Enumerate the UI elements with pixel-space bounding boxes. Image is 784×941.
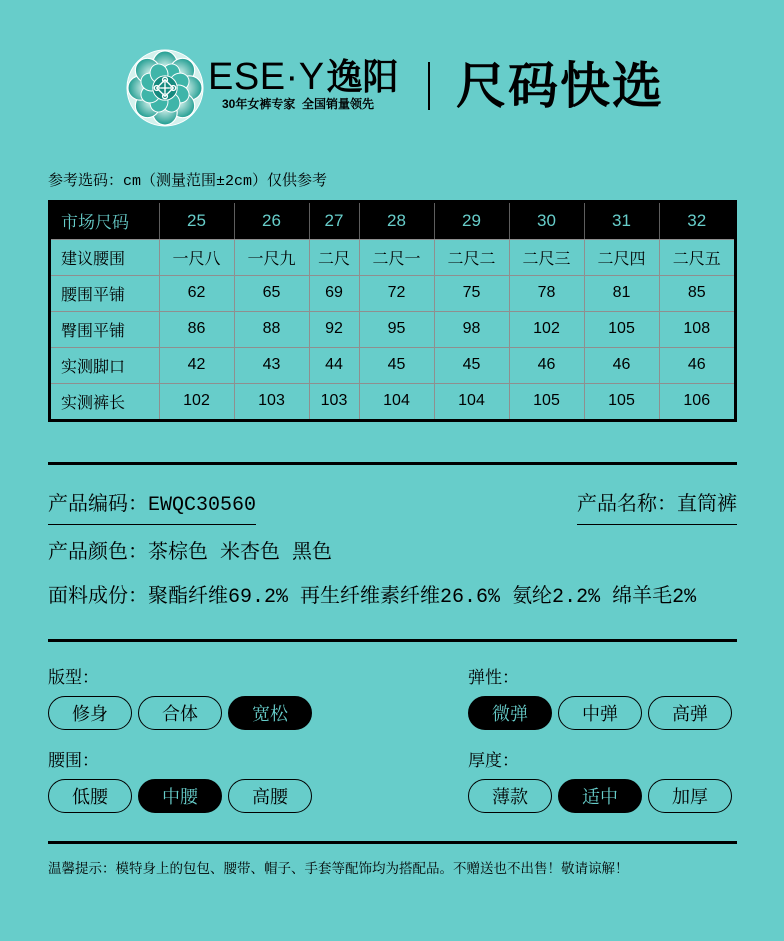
table-cell: 105	[509, 383, 584, 419]
section-divider	[48, 462, 737, 465]
table-row-label: 实测裤长	[51, 383, 159, 419]
fabric-component: 绵羊毛2%	[612, 586, 697, 609]
section-divider	[48, 639, 737, 642]
size-chart	[48, 200, 737, 422]
attribute-thickness	[468, 751, 732, 813]
fit-option-pill: 合体	[138, 696, 222, 730]
table-cell: 二尺三	[509, 239, 584, 275]
table-cell: 43	[234, 347, 309, 383]
table-row-label: 腰围平铺	[51, 275, 159, 311]
brand-name-chinese: 逸阳	[326, 56, 399, 97]
product-attributes	[48, 660, 737, 830]
waist-option-pill: 中腰	[138, 779, 222, 813]
table-cell: 85	[659, 275, 734, 311]
thickness-option-pill: 适中	[558, 779, 642, 813]
section-divider	[48, 841, 737, 844]
table-cell: 65	[234, 275, 309, 311]
table-cell: 104	[434, 383, 509, 419]
page-title: 尺码快选	[456, 58, 664, 114]
attribute-options	[468, 779, 732, 813]
waist-option-pill: 高腰	[228, 779, 312, 813]
table-cell: 102	[509, 311, 584, 347]
table-head	[51, 203, 734, 239]
product-color: 茶棕色	[148, 542, 208, 565]
product-code-label: 产品编码：	[48, 494, 148, 517]
table-cell: 92	[309, 311, 359, 347]
fabric-component: 再生纤维素纤维26.6%	[300, 586, 501, 609]
stretch-option-pill: 微弹	[468, 696, 552, 730]
reference-note: 参考选码：cm（测量范围±2cm）仅供参考	[48, 173, 328, 190]
table-header-cell: 28	[359, 203, 434, 239]
attribute-stretch	[468, 668, 732, 730]
product-info	[48, 480, 737, 620]
table-header-cell: 30	[509, 203, 584, 239]
waist-option-pill: 低腰	[48, 779, 132, 813]
table-cell: 86	[159, 311, 234, 347]
table-cell: 二尺一	[359, 239, 434, 275]
product-code-row	[48, 494, 256, 525]
table-cell: 78	[509, 275, 584, 311]
product-name-underlined	[577, 494, 737, 525]
table-cell: 二尺	[309, 239, 359, 275]
table-cell: 95	[359, 311, 434, 347]
table-cell: 106	[659, 383, 734, 419]
table-cell: 44	[309, 347, 359, 383]
table-cell: 二尺四	[584, 239, 659, 275]
product-code-underlined	[48, 494, 256, 525]
brand-name-latin: ESE·Y	[208, 56, 325, 98]
table-cell: 103	[234, 383, 309, 419]
disclaimer-notice: 温馨提示：模特身上的包包、腰带、帽子、手套等配饰均为搭配品。不赠送也不出售！敬请谅解！	[48, 863, 629, 878]
table-cell: 105	[584, 311, 659, 347]
table-cell: 108	[659, 311, 734, 347]
fit-option-pill: 修身	[48, 696, 132, 730]
table-cell: 42	[159, 347, 234, 383]
table-cell: 98	[434, 311, 509, 347]
table-row-label: 臀围平铺	[51, 311, 159, 347]
attribute-label: 厚度：	[468, 751, 519, 770]
product-color: 黑色	[292, 542, 333, 565]
table-header-cell: 市场尺码	[51, 203, 159, 239]
brand-logo	[126, 49, 204, 127]
table-cell: 69	[309, 275, 359, 311]
attribute-label: 腰围：	[48, 751, 99, 770]
product-color: 米杏色	[220, 542, 281, 565]
attribute-fit	[48, 668, 312, 730]
table-cell: 46	[659, 347, 734, 383]
product-name-label: 产品名称：	[577, 494, 677, 517]
table-cell: 75	[434, 275, 509, 311]
thickness-option-pill: 薄款	[468, 779, 552, 813]
stretch-option-pill: 中弹	[558, 696, 642, 730]
table-body	[51, 239, 734, 419]
brand-name	[208, 55, 399, 99]
table-header-cell: 25	[159, 203, 234, 239]
table-cell: 二尺五	[659, 239, 734, 275]
table-header-cell: 27	[309, 203, 359, 239]
table-cell: 46	[584, 347, 659, 383]
product-code-value: EWQC30560	[148, 494, 257, 517]
table-row-label: 实测脚口	[51, 347, 159, 383]
table-cell: 102	[159, 383, 234, 419]
attribute-options	[468, 696, 732, 730]
table-cell: 88	[234, 311, 309, 347]
table-cell: 一尺九	[234, 239, 309, 275]
attribute-options	[48, 696, 312, 730]
thickness-option-pill: 加厚	[648, 779, 732, 813]
fabric-component: 聚酯纤维69.2%	[148, 586, 289, 609]
table-header-cell: 31	[584, 203, 659, 239]
table-cell: 104	[359, 383, 434, 419]
product-fabric-label: 面料成份：	[48, 586, 148, 609]
size-table	[51, 203, 734, 419]
product-colors-row	[48, 542, 332, 566]
table-cell: 二尺二	[434, 239, 509, 275]
product-colors-label: 产品颜色：	[48, 542, 148, 565]
table-cell: 46	[509, 347, 584, 383]
attribute-waist	[48, 751, 312, 813]
table-row	[51, 275, 734, 311]
table-row	[51, 311, 734, 347]
table-cell: 一尺八	[159, 239, 234, 275]
table-row	[51, 347, 734, 383]
table-header-cell: 29	[434, 203, 509, 239]
table-cell: 103	[309, 383, 359, 419]
table-cell: 81	[584, 275, 659, 311]
brand-header	[0, 40, 784, 140]
flower-knot-logo-icon	[126, 49, 204, 127]
table-cell: 62	[159, 275, 234, 311]
table-cell: 105	[584, 383, 659, 419]
stretch-option-pill: 高弹	[648, 696, 732, 730]
fabric-component: 氨纶2.2%	[512, 586, 601, 609]
table-header-cell: 26	[234, 203, 309, 239]
table-header-row	[51, 203, 734, 239]
fit-option-pill: 宽松	[228, 696, 312, 730]
table-cell: 72	[359, 275, 434, 311]
table-row	[51, 239, 734, 275]
product-fabric-row	[48, 586, 696, 610]
table-cell: 45	[434, 347, 509, 383]
table-cell: 45	[359, 347, 434, 383]
table-header-cell: 32	[659, 203, 734, 239]
brand-tagline: 30年女裤专家 全国销量领先	[222, 97, 375, 111]
attribute-label: 弹性：	[468, 668, 519, 687]
attribute-label: 版型：	[48, 668, 99, 687]
table-row	[51, 383, 734, 419]
table-row-label: 建议腰围	[51, 239, 159, 275]
attribute-options	[48, 779, 312, 813]
header-divider	[428, 62, 430, 110]
product-name-row	[577, 494, 737, 525]
product-name-value: 直筒裤	[677, 494, 737, 517]
